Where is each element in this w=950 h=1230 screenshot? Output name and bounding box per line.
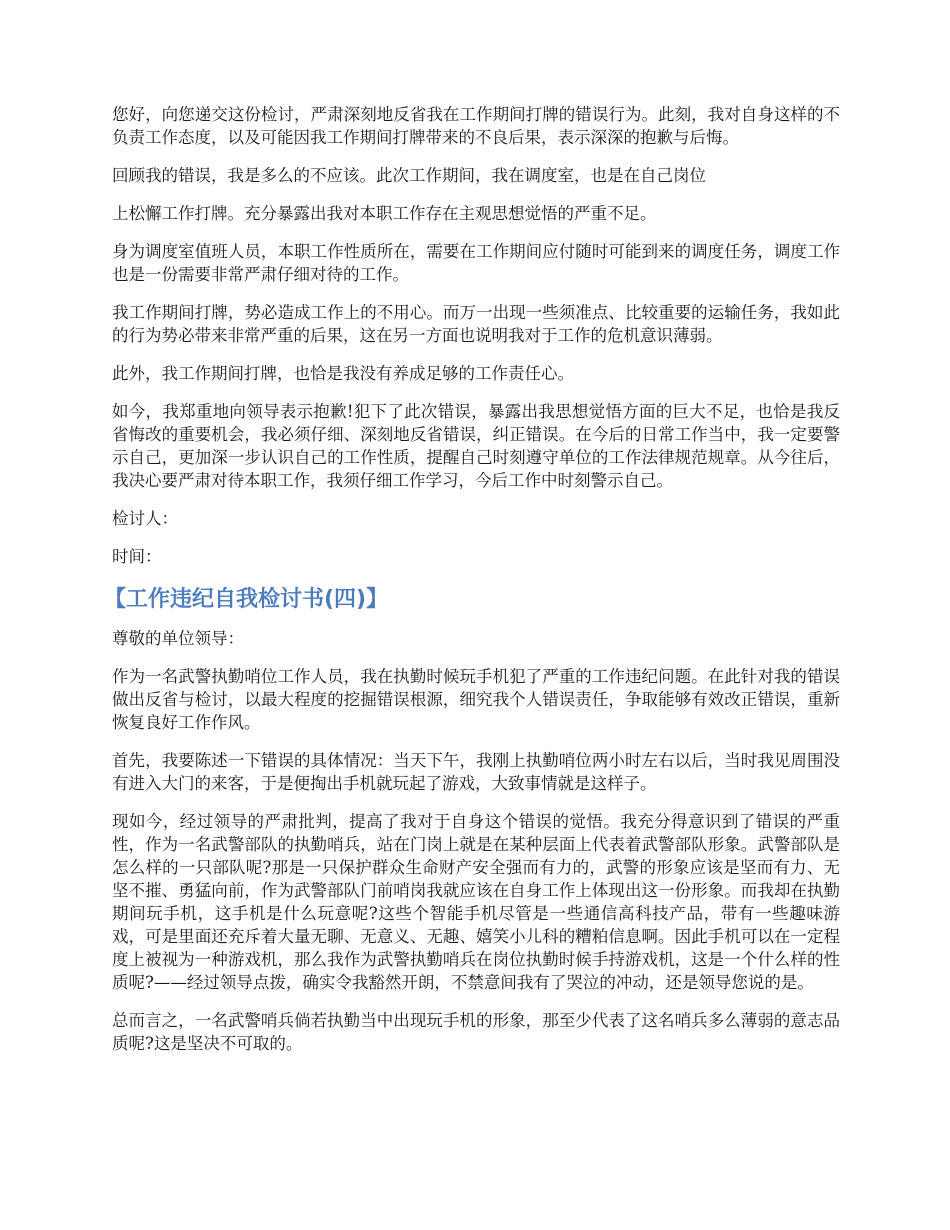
signature-line: 检讨人： [112,509,178,528]
paragraph-apology-intro: 您好，向您递交这份检讨，严肃深刻地反省我在工作期间打牌的错误行为。此刻，我对自身这样的不负责工作态度，以及可能因我工作期间打牌带来的不良后果，表示深深的抱歉与后悔。 [112,105,840,147]
paragraph-responsibility: 此外，我工作期间打牌，也恰是我没有养成足够的工作责任心。 [112,364,574,383]
paragraph-incident: 首先，我要陈述一下错误的具体情况：当天下午，我刚上执勤哨位两小时左右以后，当时我见周围没有进入大门的来客，于是便掏出手机就玩起了游戏，大致事情就是这样子。 [112,751,840,793]
paragraph-review-2: 上松懈工作打牌。充分暴露出我对本职工作存在主观思想觉悟的严重不足。 [112,204,657,223]
section-heading: 【工作违纪自我检讨书(四)】 [104,587,389,612]
document-page [104,103,840,1070]
paragraph-introduction: 作为一名武警执勤哨位工作人员，我在执勤时候玩手机犯了严重的工作违纪问题。在此针对我的错误做出反省与检讨，以最大程度的挖掘错误根源，细究我个人错误责任，争取能够有效改正错误，重新恢复良好工作作风。 [112,667,840,732]
date-line: 时间： [112,547,162,566]
paragraph-resolution: 如今，我郑重地向领导表示抱歉!犯下了此次错误，暴露出我思想觉悟方面的巨大不足，也恰是我反省悔改的重要机会，我必须仔细、深刻地反省错误，纠正错误。在今后的日常工作当中，我一定要警示自己，更加深一步认识自己的工作性质，提醒自己时刻遵守单位的工作法律规范规章。从今往后，我决心要严肃对待本职工作，我须仔细工作学习，今后工作中时刻警示自己。 [112,402,840,490]
paragraph-consequences: 我工作期间打牌，势必造成工作上的不用心。而万一出现一些须准点、比较重要的运输任务，我如此的行为势必带来非常严重的后果，这在另一方面也说明我对于工作的危机意识薄弱。 [112,303,840,345]
paragraph-reflection: 现如今，经过领导的严肃批判，提高了我对于自身这个错误的觉悟。我充分得意识到了错误的严重性，作为一名武警部队的执勤哨兵，站在门岗上就是在某种层面上代表着武警部队形象。武警部队是怎么样的一只部队呢?那是一只保护群众生命财产安全强而有力的，武警的形象应该是坚而有力、无坚不摧、勇猛向前，作为武警部队门前哨岗我就应该在自身工作上体现出这一份形象。而我却在执勤期间玩手机，这手机是什么玩意呢?这些个智能手机尽管是一些通信高科技产品，带有一些趣味游戏，可是里面还充斥着大量无聊、无意义、无趣、嬉笑小儿科的糟粕信息啊。因此手机可以在一定程度上被视为一种游戏机，那么我作为武警执勤哨兵在岗位执勤时候手持游戏机，这是一个什么样的性质呢?——经过领导点拨，确实令我豁然开朗，不禁意间我有了哭泣的冲动，还是领导您说的是。 [112,812,840,992]
paragraph-duty-nature: 身为调度室值班人员，本职工作性质所在，需要在工作期间应付随时可能到来的调度任务，调度工作也是一份需要非常严肃仔细对待的工作。 [112,242,840,284]
salutation: 尊敬的单位领导： [112,629,244,648]
paragraph-conclusion: 总而言之，一名武警哨兵倘若执勤当中出现玩手机的形象，那至少代表了这名哨兵多么薄弱的意志品质呢?这是坚决不可取的。 [112,1011,840,1053]
paragraph-review-1: 回顾我的错误，我是多么的不应该。此次工作期间，我在调度室，也是在自己岗位 [112,166,706,185]
